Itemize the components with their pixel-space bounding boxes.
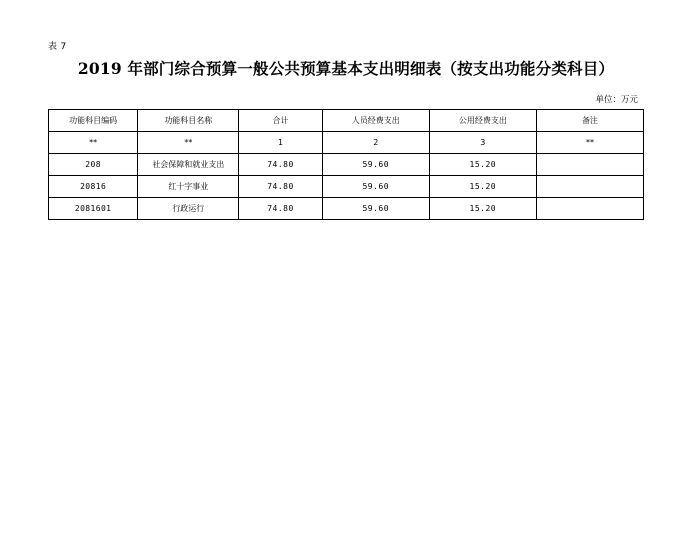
cell-function-code: 20816 — [49, 176, 138, 198]
cell-function-code: 2081601 — [49, 198, 138, 220]
cell-remark — [536, 154, 643, 176]
colnum-total: 1 — [239, 132, 322, 154]
table-body — [49, 154, 644, 220]
unit-note: 单位：万元 — [595, 94, 638, 105]
table-label: 表 7 — [48, 42, 67, 52]
cell-function-code: 208 — [49, 154, 138, 176]
budget-table — [48, 109, 644, 220]
table-header-row — [49, 110, 644, 132]
header-public-expenditure: 公用经费支出 — [429, 110, 536, 132]
cell-total: 74.80 — [239, 198, 322, 220]
cell-personnel-expenditure: 59.60 — [322, 154, 429, 176]
cell-function-name: 红十字事业 — [138, 176, 239, 198]
colnum-function-code: ** — [49, 132, 138, 154]
colnum-public-expenditure: 3 — [429, 132, 536, 154]
page-title: 2019 年部门综合预算一般公共预算基本支出明细表（按支出功能分类科目） — [77, 58, 615, 78]
cell-remark — [536, 198, 643, 220]
table-row — [49, 198, 644, 220]
table-header — [49, 110, 644, 154]
colnum-remark: ** — [536, 132, 643, 154]
cell-function-name: 行政运行 — [138, 198, 239, 220]
cell-total: 74.80 — [239, 154, 322, 176]
cell-public-expenditure: 15.20 — [429, 154, 536, 176]
colnum-personnel-expenditure: 2 — [322, 132, 429, 154]
header-remark: 备注 — [536, 110, 643, 132]
header-function-name: 功能科目名称 — [138, 110, 239, 132]
table-row — [49, 154, 644, 176]
cell-remark — [536, 176, 643, 198]
cell-function-name: 社会保障和就业支出 — [138, 154, 239, 176]
header-personnel-expenditure: 人员经费支出 — [322, 110, 429, 132]
cell-personnel-expenditure: 59.60 — [322, 176, 429, 198]
cell-public-expenditure: 15.20 — [429, 176, 536, 198]
header-total: 合计 — [239, 110, 322, 132]
cell-total: 74.80 — [239, 176, 322, 198]
cell-public-expenditure: 15.20 — [429, 198, 536, 220]
cell-personnel-expenditure: 59.60 — [322, 198, 429, 220]
table-row — [49, 176, 644, 198]
table-column-number-row — [49, 132, 644, 154]
header-function-code: 功能科目编码 — [49, 110, 138, 132]
colnum-function-name: ** — [138, 132, 239, 154]
